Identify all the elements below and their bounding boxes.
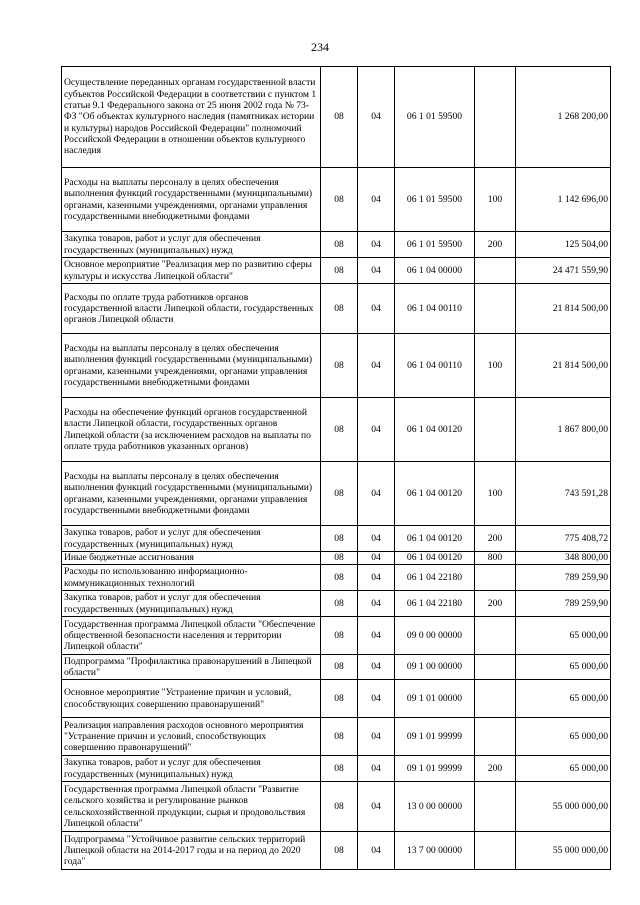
- table-row: [62, 398, 611, 462]
- row-target-code: 09 0 00 00000: [395, 617, 475, 655]
- row-target-code: 06 1 04 00120: [395, 526, 475, 552]
- row-section: 08: [321, 258, 358, 284]
- row-amount: 1 268 200,00: [516, 67, 611, 168]
- row-expense-type: [475, 782, 516, 832]
- row-section: 08: [321, 756, 358, 782]
- table-row: [62, 232, 611, 258]
- table-row: [62, 168, 611, 232]
- row-section: 08: [321, 232, 358, 258]
- row-amount: 789 259,90: [516, 565, 611, 591]
- row-target-code: 06 1 04 00110: [395, 334, 475, 398]
- row-name: Подпрограмма "Профилактика правонарушений в Липецкой области": [62, 655, 321, 680]
- row-name: Закупка товаров, работ и услуг для обеспечения государственных (муниципальных) нужд: [62, 526, 321, 552]
- table-row: [62, 284, 611, 334]
- budget-table-body: [62, 67, 611, 870]
- table-row: [62, 655, 611, 680]
- row-name: Реализация направления расходов основного мероприятия "Устранение причин и условий, способствующих совершению правонарушений": [62, 718, 321, 756]
- row-target-code: 06 1 04 00120: [395, 552, 475, 565]
- row-name: Иные бюджетные ассигнования: [62, 552, 321, 565]
- row-name: Закупка товаров, работ и услуг для обеспечения государственных (муниципальных) нужд: [62, 591, 321, 617]
- row-expense-type: 800: [475, 552, 516, 565]
- row-target-code: 06 1 04 22180: [395, 591, 475, 617]
- row-amount: 24 471 559,90: [516, 258, 611, 284]
- row-amount: 65 000,00: [516, 718, 611, 756]
- row-subsection: 04: [358, 832, 395, 870]
- row-section: 08: [321, 168, 358, 232]
- row-target-code: 06 1 04 22180: [395, 565, 475, 591]
- row-name: Расходы по использованию информационно-коммуникационных технологий: [62, 565, 321, 591]
- table-row: [62, 718, 611, 756]
- row-section: 08: [321, 718, 358, 756]
- table-row: [62, 67, 611, 168]
- row-target-code: 06 1 01 59500: [395, 67, 475, 168]
- row-target-code: 09 1 01 99999: [395, 718, 475, 756]
- row-expense-type: 200: [475, 756, 516, 782]
- budget-table: [61, 66, 611, 870]
- row-section: 08: [321, 462, 358, 526]
- row-section: 08: [321, 591, 358, 617]
- row-expense-type: [475, 258, 516, 284]
- row-section: 08: [321, 565, 358, 591]
- row-name: Государственная программа Липецкой области "Обеспечение общественной безопасности населения и территории Липецкой области": [62, 617, 321, 655]
- row-amount: 21 814 500,00: [516, 284, 611, 334]
- row-subsection: 04: [358, 168, 395, 232]
- row-amount: 21 814 500,00: [516, 334, 611, 398]
- row-subsection: 04: [358, 334, 395, 398]
- row-subsection: 04: [358, 398, 395, 462]
- row-expense-type: 200: [475, 591, 516, 617]
- row-target-code: 06 1 04 00110: [395, 284, 475, 334]
- row-name: Расходы на выплаты персоналу в целях обеспечения выполнения функций государственными (муниципальными) органами, казенными учреждениями, органами управления государственными внебюджетными фондами: [62, 462, 321, 526]
- row-amount: 743 591,28: [516, 462, 611, 526]
- row-expense-type: [475, 284, 516, 334]
- table-row: [62, 565, 611, 591]
- row-target-code: 06 1 01 59500: [395, 168, 475, 232]
- row-expense-type: [475, 565, 516, 591]
- table-row: [62, 782, 611, 832]
- row-name: Расходы на обеспечение функций органов государственной власти Липецкой области, государственных органов Липецкой области (за исключением расходов на выплаты по оплате труда работников указанных органов): [62, 398, 321, 462]
- row-name: Основное мероприятие "Устранение причин и условий, способствующих совершению правонарушений": [62, 680, 321, 718]
- table-row: [62, 334, 611, 398]
- table-row: [62, 617, 611, 655]
- row-expense-type: 200: [475, 232, 516, 258]
- row-target-code: 06 1 04 00000: [395, 258, 475, 284]
- row-expense-type: [475, 655, 516, 680]
- row-section: 08: [321, 334, 358, 398]
- row-amount: 789 259,90: [516, 591, 611, 617]
- row-subsection: 04: [358, 526, 395, 552]
- row-subsection: 04: [358, 617, 395, 655]
- row-section: 08: [321, 655, 358, 680]
- row-subsection: 04: [358, 680, 395, 718]
- row-section: 08: [321, 680, 358, 718]
- row-amount: 65 000,00: [516, 617, 611, 655]
- row-expense-type: [475, 680, 516, 718]
- table-row: [62, 756, 611, 782]
- page-number: 234: [311, 40, 329, 54]
- row-expense-type: [475, 718, 516, 756]
- row-section: 08: [321, 832, 358, 870]
- row-subsection: 04: [358, 718, 395, 756]
- row-name: Осуществление переданных органам государственной власти субъектов Российской Федерации в соответствии с пунктом 1 статьи 9.1 Федерального закона от 25 июня 2002 года № 73-ФЗ "Об объектах культурного наследия (памятниках истории и культуры) народов Российской Федерации" полномочий Российской Федерации в отношении объектов культурного наследия: [62, 67, 321, 168]
- row-amount: 775 408,72: [516, 526, 611, 552]
- row-target-code: 09 1 01 99999: [395, 756, 475, 782]
- row-subsection: 04: [358, 591, 395, 617]
- table-row: [62, 526, 611, 552]
- row-section: 08: [321, 617, 358, 655]
- row-target-code: 09 1 00 00000: [395, 655, 475, 680]
- table-row: [62, 552, 611, 565]
- row-expense-type: [475, 832, 516, 870]
- row-section: 08: [321, 398, 358, 462]
- row-target-code: 09 1 01 00000: [395, 680, 475, 718]
- row-amount: 65 000,00: [516, 655, 611, 680]
- row-amount: 1 867 800,00: [516, 398, 611, 462]
- row-subsection: 04: [358, 67, 395, 168]
- table-row: [62, 832, 611, 870]
- row-name: Закупка товаров, работ и услуг для обеспечения государственных (муниципальных) нужд: [62, 232, 321, 258]
- row-target-code: 06 1 04 00120: [395, 462, 475, 526]
- row-section: 08: [321, 67, 358, 168]
- row-section: 08: [321, 552, 358, 565]
- table-row: [62, 462, 611, 526]
- row-expense-type: 200: [475, 526, 516, 552]
- row-target-code: 06 1 04 00120: [395, 398, 475, 462]
- row-name: Закупка товаров, работ и услуг для обеспечения государственных (муниципальных) нужд: [62, 756, 321, 782]
- row-subsection: 04: [358, 258, 395, 284]
- table-row: [62, 258, 611, 284]
- row-section: 08: [321, 782, 358, 832]
- table-row: [62, 680, 611, 718]
- row-amount: 55 000 000,00: [516, 832, 611, 870]
- row-name: Государственная программа Липецкой области "Развитие сельского хозяйства и регулирование рынков сельскохозяйственной продукции, сырья и продовольствия Липецкой области": [62, 782, 321, 832]
- row-section: 08: [321, 284, 358, 334]
- row-subsection: 04: [358, 782, 395, 832]
- row-subsection: 04: [358, 565, 395, 591]
- row-expense-type: [475, 617, 516, 655]
- row-subsection: 04: [358, 232, 395, 258]
- row-section: 08: [321, 526, 358, 552]
- row-expense-type: 100: [475, 462, 516, 526]
- row-expense-type: [475, 67, 516, 168]
- row-expense-type: 100: [475, 168, 516, 232]
- row-subsection: 04: [358, 655, 395, 680]
- row-target-code: 13 7 00 00000: [395, 832, 475, 870]
- row-subsection: 04: [358, 552, 395, 565]
- row-subsection: 04: [358, 284, 395, 334]
- row-amount: 65 000,00: [516, 756, 611, 782]
- row-amount: 348 800,00: [516, 552, 611, 565]
- row-amount: 1 142 696,00: [516, 168, 611, 232]
- row-target-code: 13 0 00 00000: [395, 782, 475, 832]
- row-amount: 65 000,00: [516, 680, 611, 718]
- table-row: [62, 591, 611, 617]
- row-expense-type: [475, 398, 516, 462]
- row-amount: 125 504,00: [516, 232, 611, 258]
- row-subsection: 04: [358, 756, 395, 782]
- row-name: Расходы по оплате труда работников органов государственной власти Липецкой области, государственных органов Липецкой области: [62, 284, 321, 334]
- row-name: Расходы на выплаты персоналу в целях обеспечения выполнения функций государственными (муниципальными) органами, казенными учреждениями, органами управления государственными внебюджетными фондами: [62, 334, 321, 398]
- row-name: Основное мероприятие "Реализация мер по развитию сферы культуры и искусства Липецкой области": [62, 258, 321, 284]
- row-expense-type: 100: [475, 334, 516, 398]
- row-subsection: 04: [358, 462, 395, 526]
- row-amount: 55 000 000,00: [516, 782, 611, 832]
- row-name: Расходы на выплаты персоналу в целях обеспечения выполнения функций государственными (муниципальными) органами, казенными учреждениями, органами управления государственными внебюджетными фондами: [62, 168, 321, 232]
- row-name: Подпрограмма "Устойчивое развитие сельских территорий Липецкой области на 2014-2017 годы и на период до 2020 года": [62, 832, 321, 870]
- row-target-code: 06 1 01 59500: [395, 232, 475, 258]
